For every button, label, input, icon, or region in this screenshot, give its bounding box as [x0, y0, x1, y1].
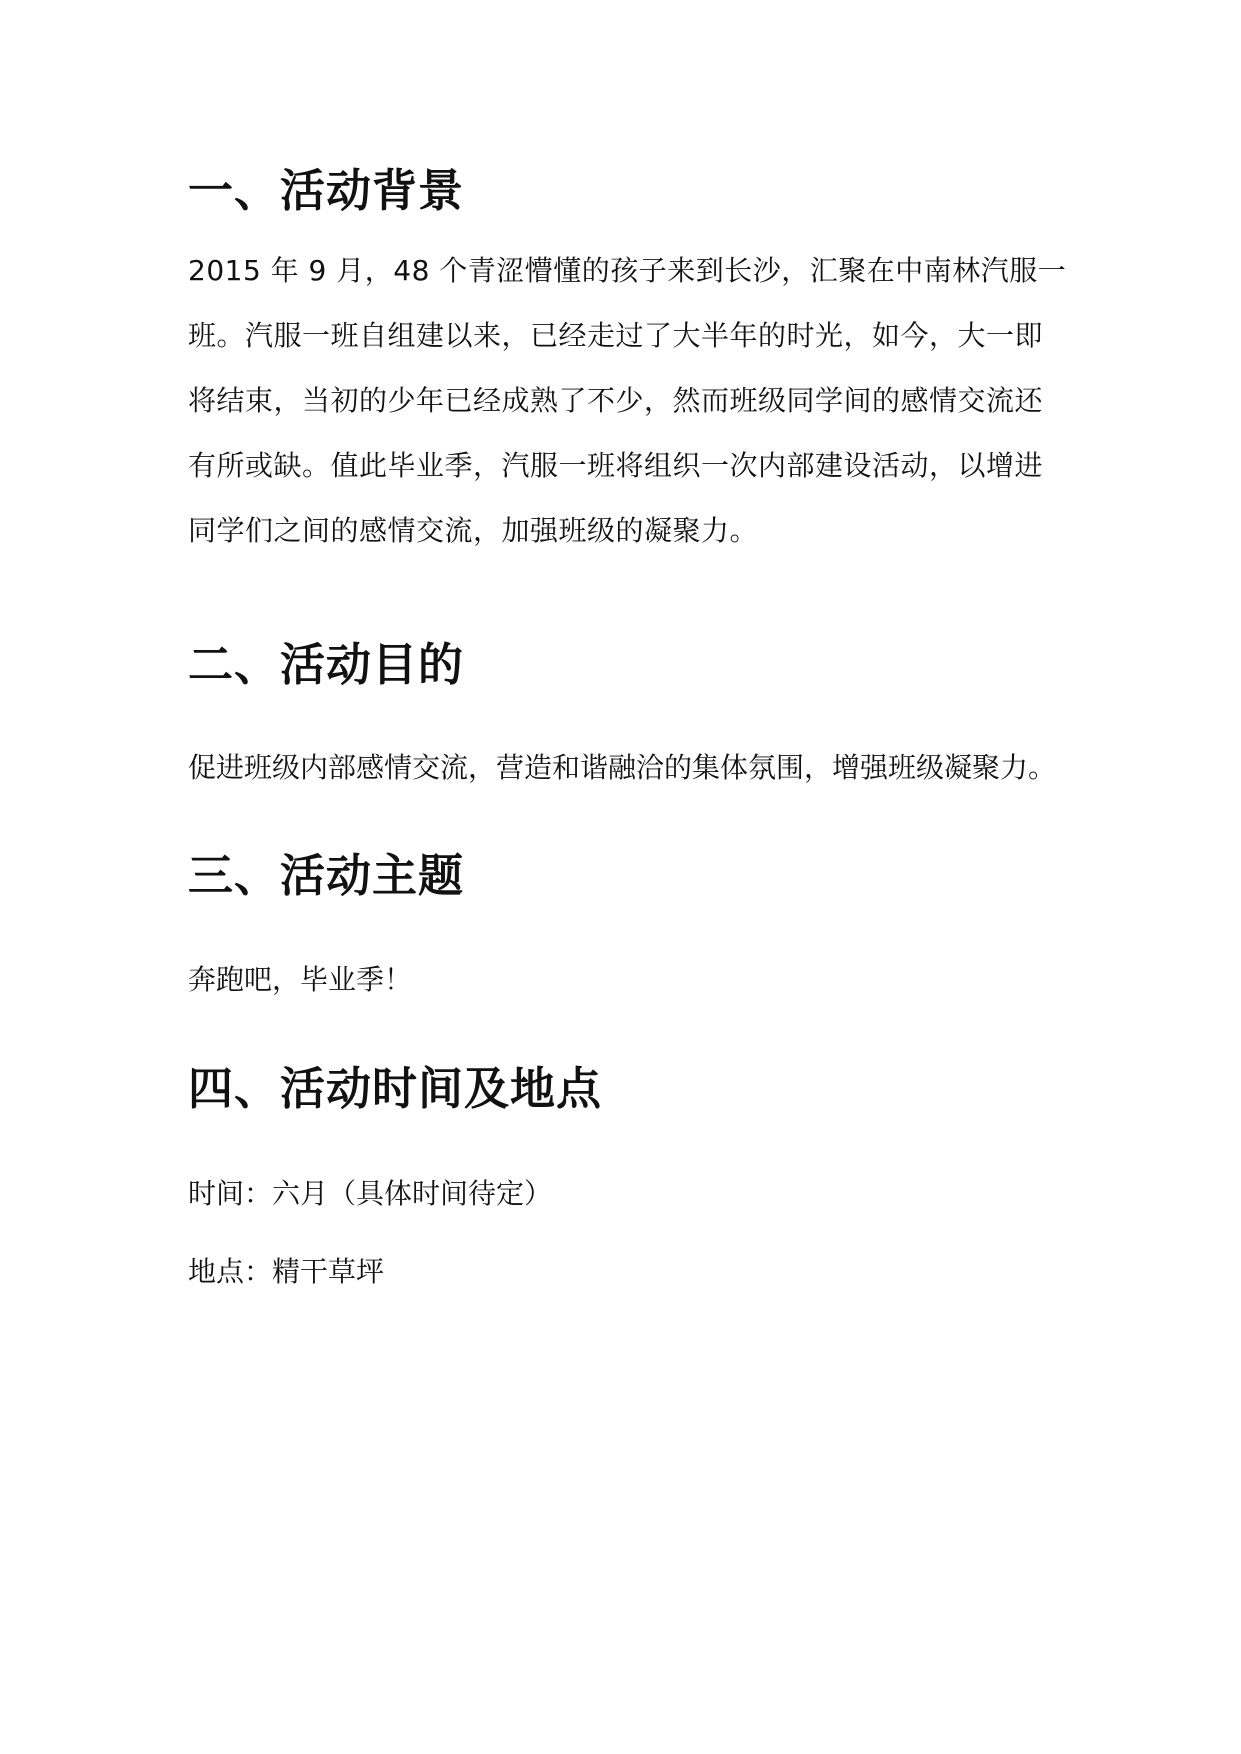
- section-heading-background: 一、活动背景: [188, 164, 465, 217]
- place-line: 地点：精干草坪: [188, 1255, 385, 1288]
- section-heading-purpose: 二、活动目的: [188, 638, 465, 691]
- theme-paragraph: 奔跑吧，毕业季！: [188, 963, 413, 996]
- section-heading-time-place: 四、活动时间及地点: [188, 1062, 603, 1115]
- time-line: 时间：六月（具体时间待定）: [188, 1177, 553, 1210]
- purpose-paragraph: 促进班级内部感情交流，营造和谐融洽的集体氛围，增强班级凝聚力。: [188, 751, 1057, 784]
- background-paragraph: 2015 年 9 月，48 个青涩懵懂的孩子来到长沙，汇聚在中南林汽服一班。汽服一班自组建以来，已经走过了大半年的时光，如今，大一即将结束，当初的少年已经成熟了不少，然而班级同学间的感情交流还有所或缺。值此毕业季，汽服一班将组织一次内部建设活动，以增进同学们之间的感情交流，加强班级的凝聚力。: [188, 254, 1067, 547]
- section-heading-theme: 三、活动主题: [188, 849, 465, 902]
